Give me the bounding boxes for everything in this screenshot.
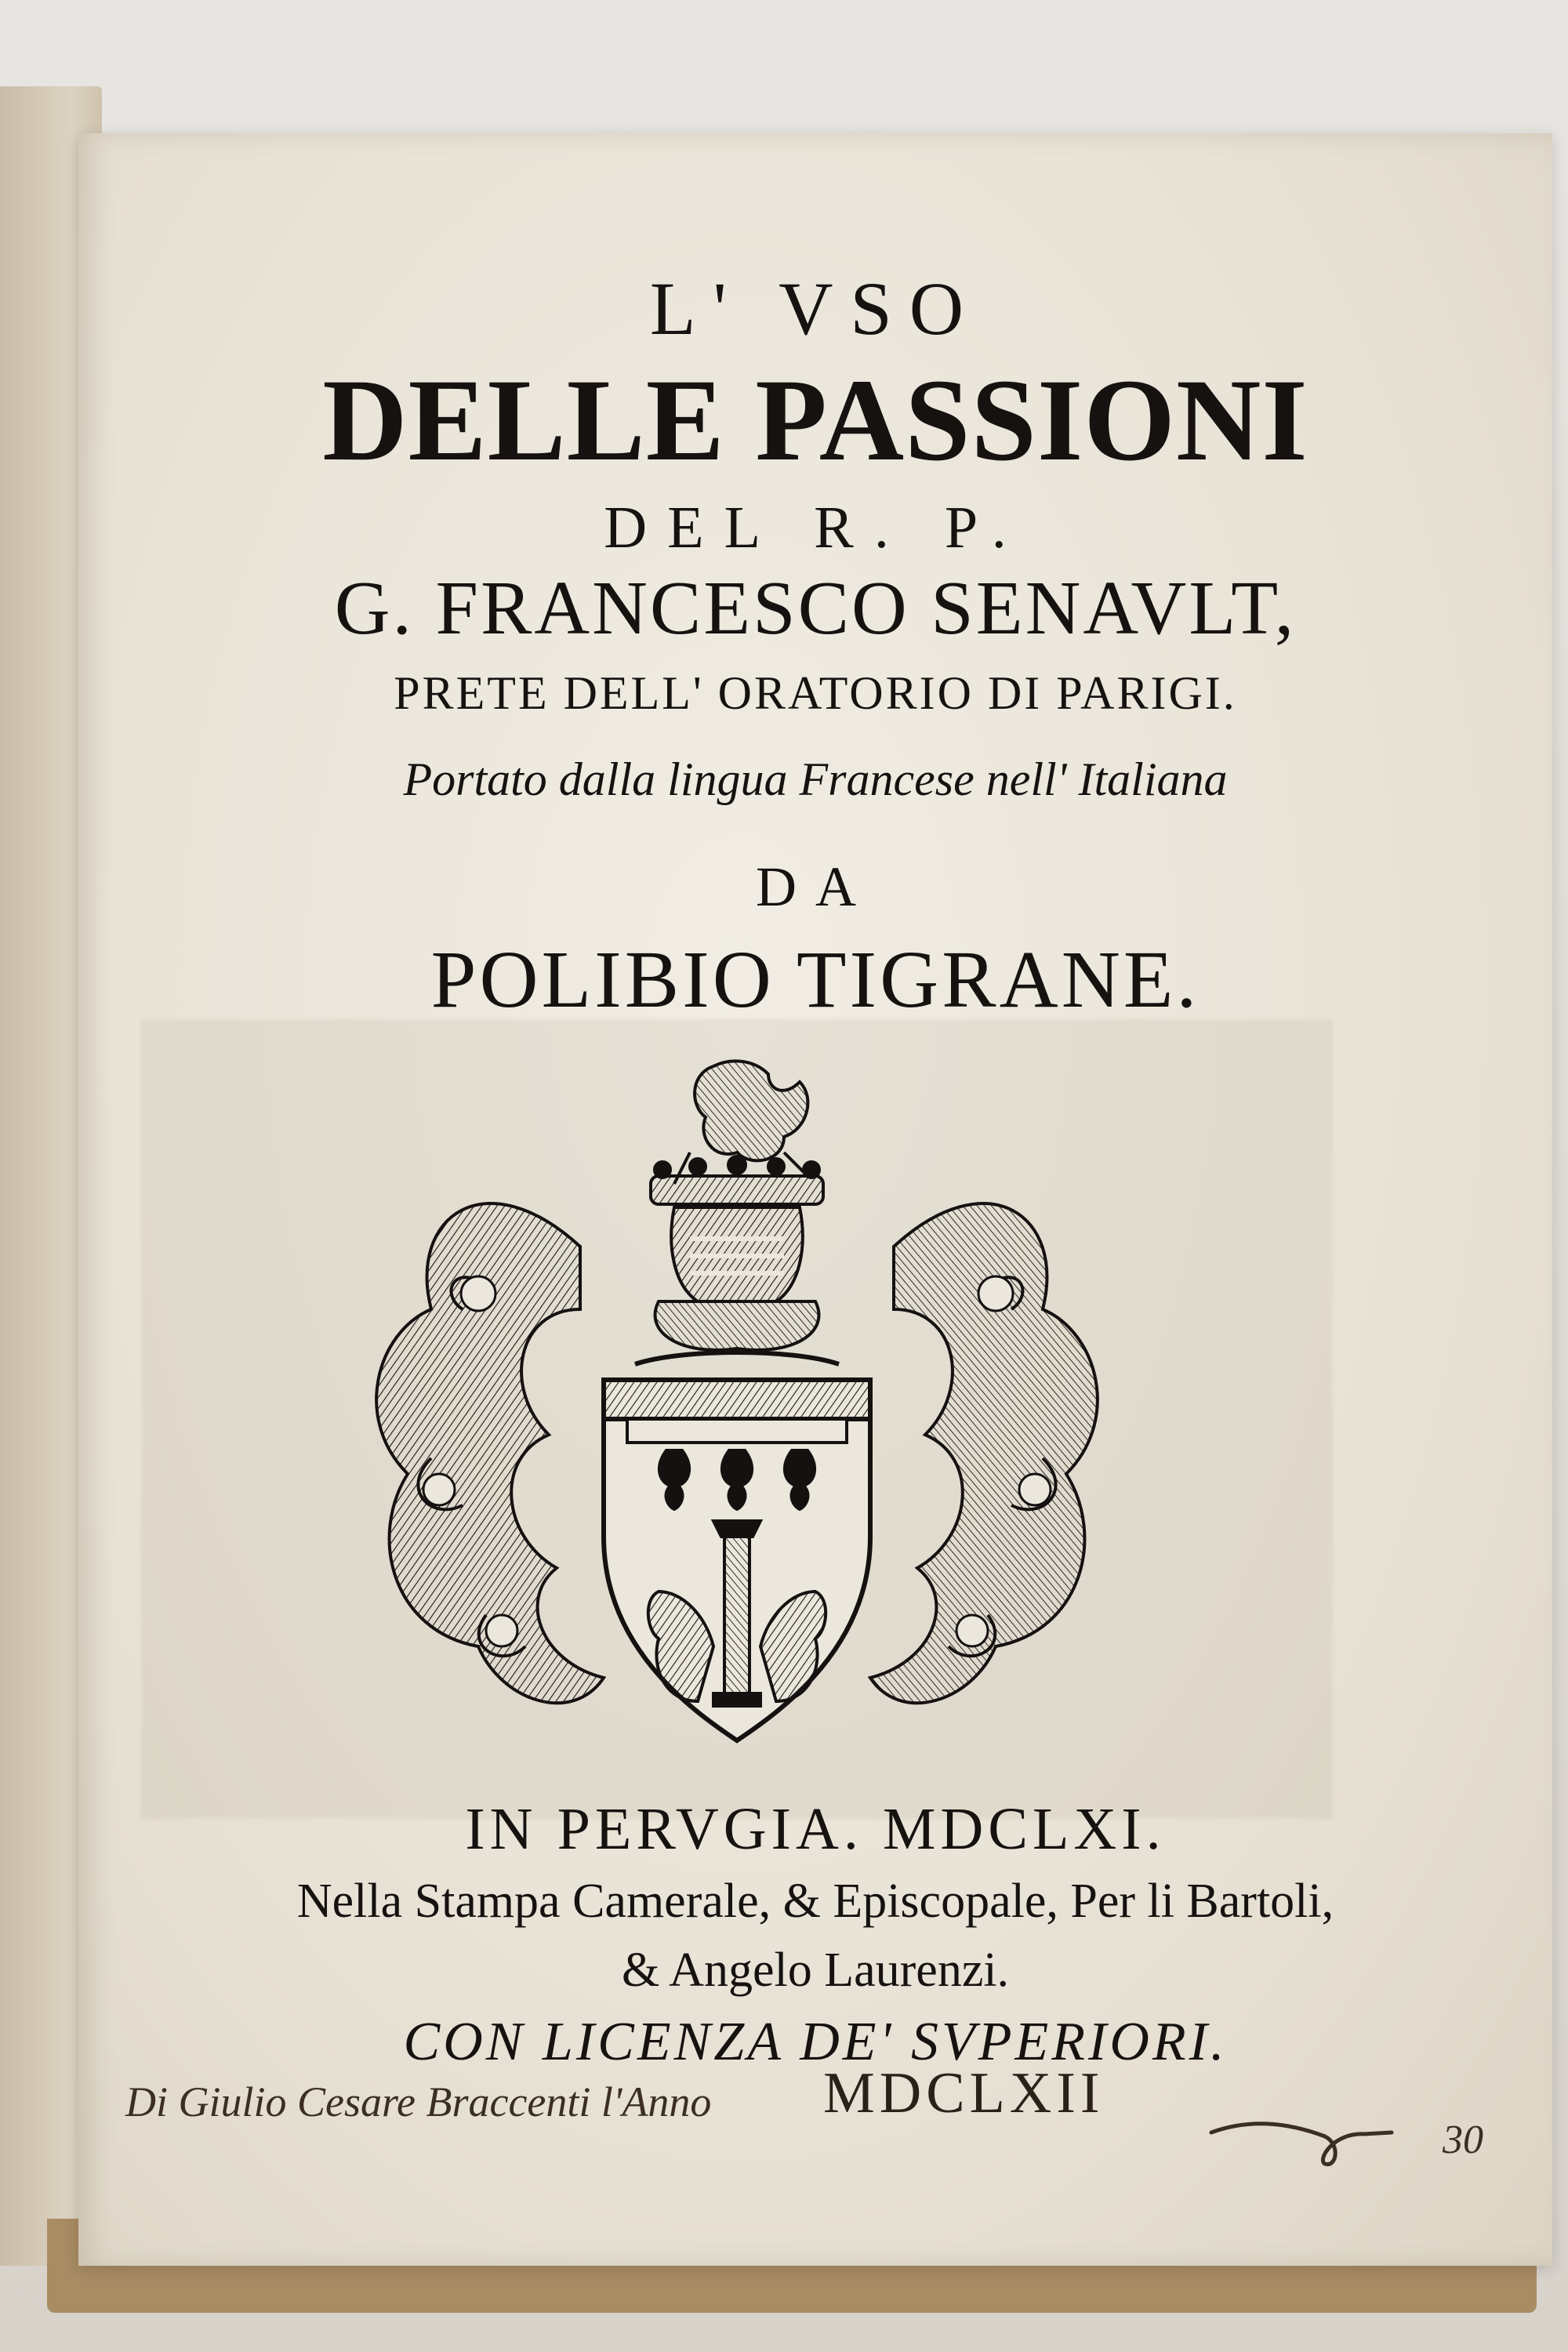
imprint-printer: Nella Stampa Camerale, & Episcopale, Per li Bartoli,	[296, 1875, 1334, 1928]
imprint-license: CON LICENZA DE' SVPERIORI.	[403, 2012, 1228, 2072]
inscription-year: MDCLXII	[823, 2061, 1105, 2125]
author-affiliation: PRETE DELL' ORATORIO DI PARIGI.	[394, 667, 1237, 719]
author-name: G. FRANCESCO SENAVLT,	[334, 566, 1297, 651]
crown	[651, 1156, 823, 1204]
handwritten-flourish	[1207, 2085, 1396, 2180]
coat-of-arms-engraving	[345, 1051, 1129, 1772]
author-prefix: DEL R. P.	[604, 495, 1027, 561]
ownership-inscription: Di Giulio Cesare Braccenti l'Anno	[125, 2078, 712, 2125]
imprint-place-date: IN PERVGIA. MDCLXI.	[465, 1796, 1166, 1862]
translation-note: Portato dalla lingua Francese nell' Italiana	[403, 753, 1228, 805]
translator-name: POLIBIO TIGRANE.	[430, 935, 1200, 1025]
inscription-price: 30	[1443, 2118, 1483, 2162]
imprint-printer-names: & Angelo Laurenzi.	[621, 1944, 1010, 1997]
title-line-1: L' VSO	[649, 267, 982, 350]
title-main: DELLE PASSIONI	[322, 355, 1308, 485]
translator-prefix: DA	[756, 855, 875, 918]
helmet	[655, 1207, 819, 1350]
